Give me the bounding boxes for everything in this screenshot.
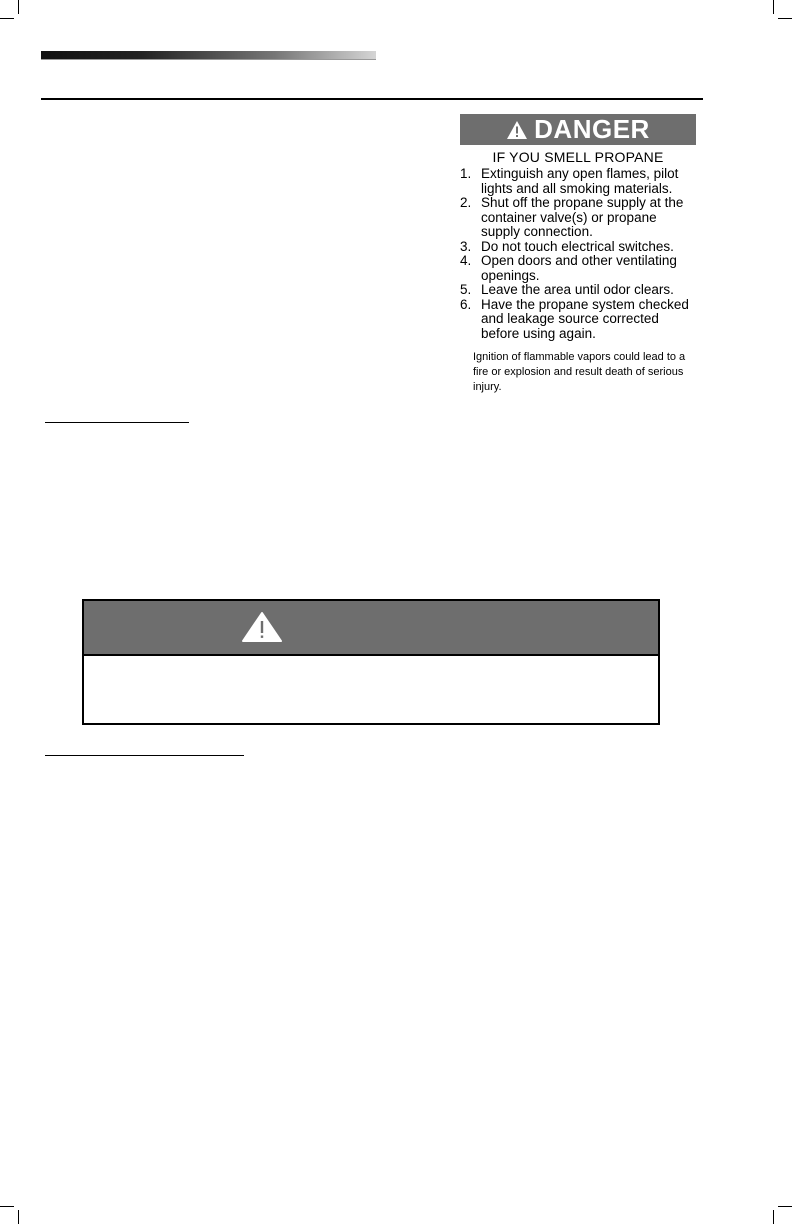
section-heading-underline-2 bbox=[45, 755, 244, 756]
step-text: Have the propane system checked and leakage source corrected before using again. bbox=[481, 296, 689, 341]
step-text: Extinguish any open flames, pilot lights and all smoking materials. bbox=[481, 166, 679, 196]
danger-footer-note: Ignition of flammable vapors could lead to a fire or explosion and result death of serious injury. bbox=[473, 351, 686, 393]
warning-box-header bbox=[84, 601, 658, 656]
warning-triangle-icon bbox=[241, 611, 283, 643]
danger-step bbox=[460, 298, 696, 342]
crop-mark-top-left bbox=[0, 18, 14, 19]
step-number: 1. bbox=[460, 166, 472, 181]
header-divider bbox=[41, 98, 703, 100]
crop-mark-bottom-right-v bbox=[773, 1210, 774, 1224]
step-text: Shut off the propane supply at the container valve(s) or propane supply connection. bbox=[481, 195, 684, 239]
danger-step bbox=[460, 196, 696, 240]
crop-mark-bottom-left-v bbox=[18, 1210, 19, 1224]
danger-step bbox=[460, 283, 696, 298]
section-heading-underline-1 bbox=[45, 422, 189, 423]
header-gradient-bar bbox=[41, 51, 376, 59]
warning-box bbox=[82, 599, 660, 725]
crop-mark-top-right-v bbox=[773, 0, 774, 14]
danger-step bbox=[460, 167, 696, 196]
crop-mark-bottom-right bbox=[778, 1206, 792, 1207]
crop-mark-bottom-left bbox=[0, 1206, 14, 1207]
step-number: 2. bbox=[460, 195, 472, 210]
warning-triangle-icon bbox=[506, 120, 528, 140]
step-text: Open doors and other ventilating openings. bbox=[481, 253, 677, 283]
step-number: 3. bbox=[460, 238, 472, 254]
step-number: 4. bbox=[460, 253, 472, 268]
danger-banner bbox=[460, 114, 696, 145]
header-thin-rule bbox=[41, 59, 376, 60]
danger-step bbox=[460, 254, 696, 283]
crop-mark-top-left-v bbox=[18, 0, 19, 14]
danger-label bbox=[460, 114, 696, 395]
step-number: 5. bbox=[460, 282, 472, 297]
crop-mark-top-right bbox=[778, 18, 792, 19]
danger-banner-text: DANGER bbox=[534, 114, 650, 144]
danger-heading: IF YOU SMELL PROPANE bbox=[492, 149, 664, 165]
step-text: Leave the area until odor clears. bbox=[481, 282, 674, 297]
step-number: 6. bbox=[460, 296, 472, 312]
step-text: Do not touch electrical switches. bbox=[481, 238, 674, 254]
danger-steps-list bbox=[460, 167, 696, 341]
danger-step bbox=[460, 240, 696, 255]
